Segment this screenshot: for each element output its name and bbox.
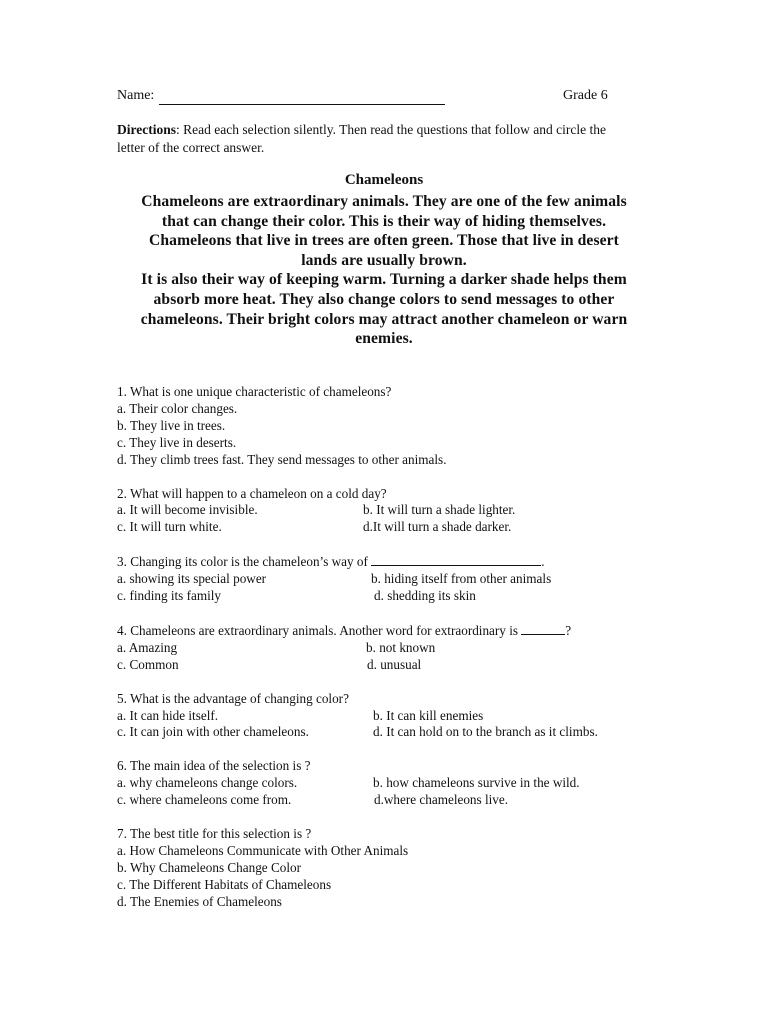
option-row	[117, 708, 677, 725]
passage-paragraph-1: Chameleons are extraordinary animals. They are one of the few animals that can change their color. This is their way of hiding themselves. Chameleons that live in trees are often green. Those that live in desert lands are usually brown.	[141, 193, 627, 269]
option-row	[117, 640, 677, 657]
passage-title: Chameleons	[344, 172, 424, 188]
answer-option[interactable]: a. It will become invisible.	[117, 502, 258, 518]
question-7	[117, 826, 677, 911]
directions	[117, 121, 637, 157]
question-text-part: ?	[565, 622, 572, 638]
question-text: 6. The main idea of the selection is ?	[117, 758, 311, 774]
question-text: 7. The best title for this selection is ?	[117, 825, 312, 841]
question-text-part: .	[541, 554, 545, 570]
answer-option[interactable]: d. shedding its skin	[374, 588, 476, 604]
answer-option[interactable]: c. It will turn white.	[117, 519, 222, 535]
option-row	[117, 588, 677, 605]
answer-option[interactable]: a. Their color changes.	[117, 400, 238, 416]
answer-option[interactable]: c. They live in deserts.	[117, 434, 237, 450]
answer-option[interactable]: b. It can kill enemies	[373, 707, 484, 723]
answer-option[interactable]: d.It will turn a shade darker.	[363, 519, 512, 535]
option-row	[117, 657, 677, 674]
answer-option[interactable]: d. unusual	[367, 656, 422, 672]
answer-option[interactable]: c. The Different Habitats of Chameleons	[117, 876, 332, 892]
answer-option[interactable]: d.where chameleons live.	[374, 792, 509, 808]
directions-label: Directions	[117, 122, 176, 137]
passage-paragraph-2: It is also their way of keeping warm. Turning a darker shade helps them absorb more heat. They also change colors to send messages to other chameleons. Their bright colors may attract another chameleon or warn enemies.	[140, 271, 628, 348]
passage	[140, 192, 628, 349]
option-row	[117, 792, 677, 809]
option-row	[117, 519, 677, 536]
answer-option[interactable]: c. Common	[117, 656, 179, 672]
question-text: 5. What is the advantage of changing color?	[117, 690, 349, 706]
directions-text: : Read each selection silently. Then read the questions that follow and circle the letter of the correct answer.	[117, 122, 606, 155]
answer-option[interactable]: b. They live in trees.	[117, 417, 226, 433]
question-text: 2. What will happen to a chameleon on a cold day?	[117, 485, 387, 501]
question-text-part: 3. Changing its color is the chameleon’s way of	[117, 554, 372, 570]
answer-option[interactable]: d. It can hold on to the branch as it climbs.	[373, 724, 598, 740]
option-row	[117, 724, 677, 741]
name-label: Name:	[117, 88, 155, 103]
name-field[interactable]	[159, 104, 445, 105]
question-4	[117, 622, 677, 674]
option-row	[117, 571, 677, 588]
question-1	[117, 384, 677, 469]
question-list	[117, 384, 677, 928]
question-6	[117, 758, 677, 809]
answer-option[interactable]: d. They climb trees fast. They send messages to other animals.	[117, 451, 447, 467]
question-5	[117, 691, 677, 742]
answer-option[interactable]: d. The Enemies of Chameleons	[117, 893, 282, 909]
question-2	[117, 486, 677, 537]
answer-option[interactable]: b. It will turn a shade lighter.	[363, 502, 516, 518]
answer-option[interactable]: a. why chameleons change colors.	[117, 775, 298, 791]
answer-option[interactable]: a. How Chameleons Communicate with Other Animals	[117, 842, 409, 858]
answer-option[interactable]: c. It can join with other chameleons.	[117, 724, 309, 740]
answer-option[interactable]: b. not known	[366, 639, 436, 655]
answer-option[interactable]: a. It can hide itself.	[117, 707, 219, 723]
answer-blank[interactable]	[521, 622, 565, 635]
answer-option[interactable]: a. showing its special power	[117, 571, 267, 587]
answer-option[interactable]: b. Why Chameleons Change Color	[117, 859, 301, 875]
option-row	[117, 775, 677, 792]
question-text	[117, 553, 677, 571]
question-text: 1. What is one unique characteristic of chameleons?	[117, 384, 392, 399]
answer-option[interactable]: c. where chameleons come from.	[117, 792, 292, 808]
answer-blank[interactable]	[371, 553, 541, 566]
grade-label: Grade 6	[563, 88, 608, 103]
answer-option[interactable]: a. Amazing	[117, 639, 178, 655]
option-row	[117, 502, 677, 519]
header	[117, 88, 617, 108]
answer-option[interactable]: b. how chameleons survive in the wild.	[373, 775, 580, 791]
question-text-part: 4. Chameleons are extraordinary animals. Another word for extraordinary is	[117, 622, 522, 638]
answer-option[interactable]: b. hiding itself from other animals	[371, 571, 552, 587]
question-3	[117, 553, 677, 605]
answer-option[interactable]: c. finding its family	[117, 588, 222, 604]
question-text	[117, 622, 677, 640]
